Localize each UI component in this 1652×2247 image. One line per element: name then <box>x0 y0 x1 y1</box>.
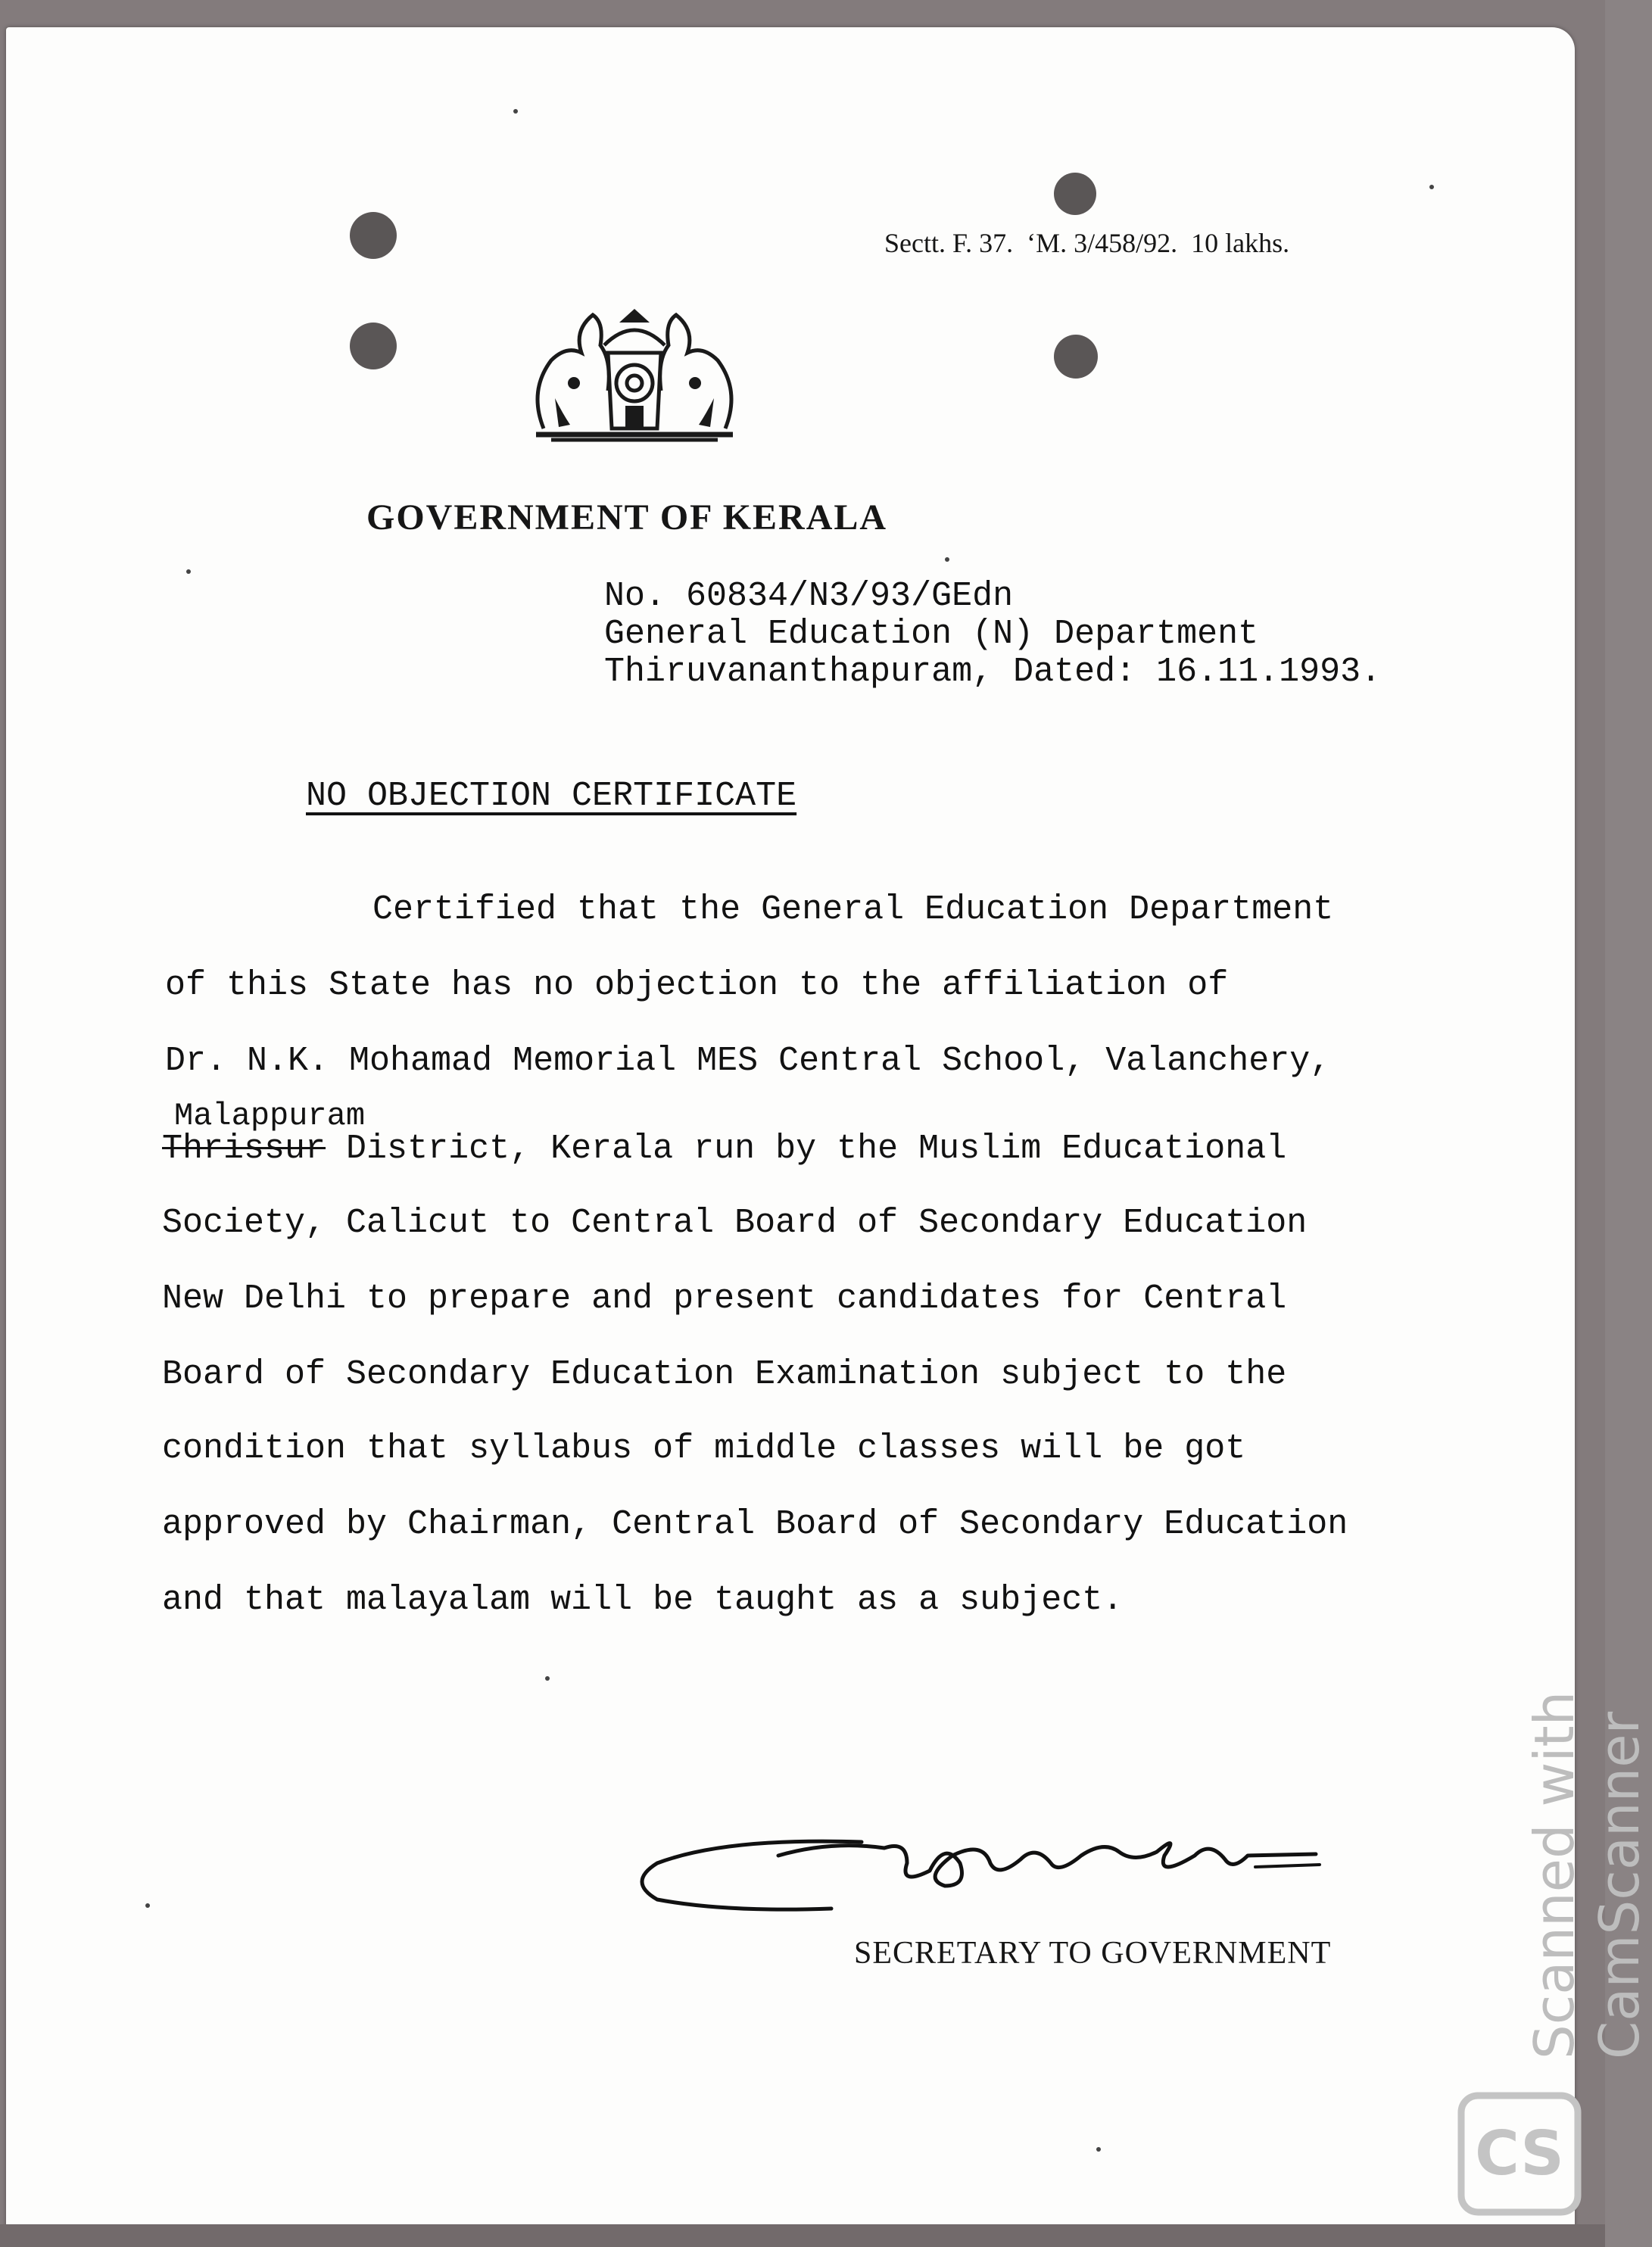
body-text-line <box>162 1130 1286 1168</box>
watermark-text <box>1522 1691 1652 2059</box>
handwritten-insertion: Malappuram <box>174 1098 366 1134</box>
government-title: GOVERNMENT OF KERALA <box>366 497 888 538</box>
body-text-line: New Delhi to prepare and present candidates for Central <box>162 1279 1287 1318</box>
body-text-fragment: District, Kerala run by the Muslim Educational <box>326 1130 1287 1168</box>
document-sheet <box>6 27 1575 2230</box>
camscanner-logo-icon <box>1455 2090 1584 2218</box>
punch-hole-icon <box>1054 335 1098 379</box>
watermark-logo-text: CS <box>1475 2118 1564 2189</box>
handwritten-signature-icon <box>634 1810 1392 1946</box>
punch-hole-icon <box>1054 173 1096 215</box>
scan-bottom-edge <box>0 2224 1605 2247</box>
kerala-state-emblem-icon <box>521 300 748 451</box>
body-text-line: Board of Secondary Education Examination subject to the <box>162 1355 1287 1394</box>
body-text-line: approved by Chairman, Central Board of Secondary Education <box>162 1505 1348 1544</box>
certificate-title: NO OBJECTION CERTIFICATE <box>306 777 797 815</box>
reference-number: No. 60834/N3/93/GEdn <box>604 577 1014 616</box>
scan-speck <box>945 557 949 562</box>
body-text-line: condition that syllabus of middle classes will be got <box>162 1429 1246 1468</box>
scan-speck <box>513 109 518 114</box>
body-text-line: of this State has no objection to the affiliation of <box>165 966 1229 1005</box>
place-and-date: Thiruvananthapuram, Dated: 16.11.1993. <box>604 653 1382 691</box>
scan-speck <box>1429 185 1434 189</box>
scan-speck <box>1096 2147 1101 2152</box>
watermark-line-2: CamScanner <box>1588 1711 1651 2059</box>
scan-speck <box>186 569 191 574</box>
body-text-line: Certified that the General Education Department <box>372 890 1334 929</box>
watermark-line-1: Scanned with <box>1523 1691 1586 2059</box>
body-text-line: Dr. N.K. Mohamad Memorial MES Central School, Valanchery, <box>165 1042 1331 1080</box>
camscanner-watermark <box>1454 1666 1651 2226</box>
body-text-line: Society, Calicut to Central Board of Secondary Education <box>162 1204 1308 1242</box>
punch-hole-icon <box>350 323 397 369</box>
department-name: General Education (N) Department <box>604 615 1259 653</box>
struck-out-word: Thrissur <box>162 1130 326 1168</box>
signatory-designation: SECRETARY TO GOVERNMENT <box>854 1936 1332 1971</box>
body-text-line: and that malayalam will be taught as a subject. <box>162 1581 1124 1619</box>
print-reference-code: Sectt. F. 37. ‘M. 3/458/92. 10 lakhs. <box>884 228 1290 258</box>
scan-speck <box>545 1676 550 1681</box>
punch-hole-icon <box>350 212 397 259</box>
scan-speck <box>145 1903 150 1908</box>
